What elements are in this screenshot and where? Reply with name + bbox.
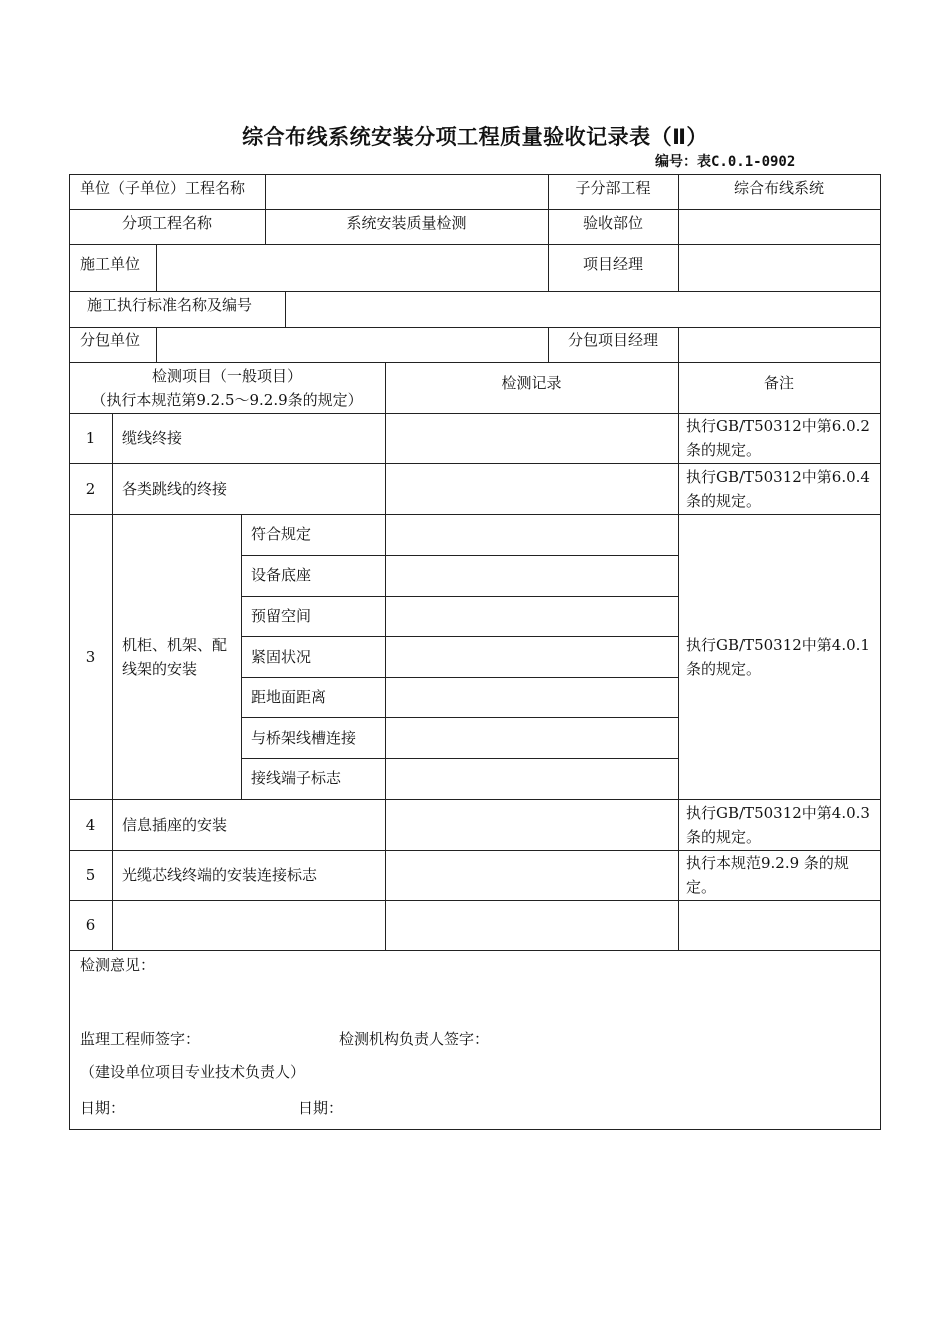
subcontract-manager-label: 分包项目经理 (567, 331, 658, 349)
project-manager-label: 项目经理 (582, 255, 643, 273)
row-divider (69, 362, 881, 363)
row-remark: 执行GB/T50312中第6.0.4条的规定。 (686, 468, 870, 510)
row-number: 3 (85, 648, 96, 666)
date-label: 日期： (298, 1099, 344, 1117)
row-item: 各类跳线的终接 (122, 480, 228, 498)
subrow-divider (241, 717, 678, 718)
acceptance-part-label: 验收部位 (582, 214, 643, 232)
form-code-label: 编号： (655, 154, 697, 170)
subcontract-unit-label: 分包单位 (80, 331, 141, 349)
col-divider (156, 327, 157, 362)
col-divider (385, 362, 386, 950)
col-divider (678, 362, 679, 950)
inspector-signature-label: 检测机构负责人签字： (339, 1030, 490, 1048)
subitem: 接线端子标志 (251, 769, 342, 787)
subitem: 预留空间 (251, 607, 312, 625)
col-header-remark: 备注 (763, 374, 794, 392)
row-remark: 执行GB/T50312中第4.0.1条的规定。 (686, 636, 870, 678)
row-item: 信息插座的安装 (122, 816, 228, 834)
row-divider (69, 291, 881, 292)
row-item: 缆线终接 (122, 429, 183, 447)
col-header-item-note: （执行本规范第9.2.5～9.2.9条的规定） (91, 391, 363, 409)
subrow-divider (241, 636, 678, 637)
subitem: 符合规定 (251, 525, 312, 543)
form-code-value: 表C.0.1-0902 (697, 154, 796, 170)
unit-name-label: 单位（子单位）工程名称 (80, 179, 246, 197)
subrow-divider (241, 596, 678, 597)
subrow-divider (241, 677, 678, 678)
page-title: 综合布线系统安装分项工程质量验收记录表（Ⅱ） (242, 125, 708, 149)
row-divider (69, 463, 881, 464)
owner-representative-label: （建设单位项目专业技术负责人） (80, 1063, 306, 1081)
row-divider (69, 327, 881, 328)
col-divider (156, 244, 157, 291)
subdivision-label: 子分部工程 (575, 179, 651, 197)
opinion-label: 检测意见： (80, 956, 156, 974)
subdivision-value: 综合布线系统 (733, 179, 824, 197)
row-divider (69, 514, 881, 515)
row-divider (69, 950, 881, 951)
subitem: 紧固状况 (251, 648, 312, 666)
row-number: 2 (85, 480, 96, 498)
row-number: 6 (85, 916, 96, 934)
row-number: 1 (85, 429, 96, 447)
subrow-divider (241, 758, 678, 759)
col-header-item: 检测项目（一般项目） (151, 367, 302, 385)
row-divider (69, 209, 881, 210)
col-divider (241, 514, 242, 799)
supervisor-signature-label: 监理工程师签字： (80, 1030, 201, 1048)
row-item: 线架的安装 (122, 660, 198, 678)
date-label: 日期： (80, 1099, 126, 1117)
col-divider (285, 291, 286, 327)
row-divider (69, 799, 881, 800)
item-name-label: 分项工程名称 (121, 214, 212, 232)
row-number: 5 (85, 866, 96, 884)
row-item: 光缆芯线终端的安装连接标志 (122, 866, 318, 884)
construction-unit-label: 施工单位 (80, 255, 141, 273)
row-remark: 执行GB/T50312中第4.0.3条的规定。 (686, 804, 870, 846)
row-remark: 执行本规范9.2.9 条的规定。 (686, 854, 849, 896)
subitem: 与桥架线槽连接 (251, 729, 357, 747)
col-divider (112, 413, 113, 950)
row-number: 4 (85, 816, 96, 834)
col-header-record: 检测记录 (501, 374, 562, 392)
subitem: 距地面距离 (251, 688, 327, 706)
subitem: 设备底座 (251, 566, 312, 584)
subrow-divider (241, 555, 678, 556)
row-remark: 执行GB/T50312中第6.0.2条的规定。 (686, 417, 870, 459)
row-divider (69, 900, 881, 901)
form-code (655, 151, 795, 171)
row-item: 机柜、机架、配 (122, 636, 228, 654)
col-divider (678, 327, 679, 362)
row-divider (69, 244, 881, 245)
standard-label: 施工执行标准名称及编号 (87, 296, 253, 314)
item-name-value: 系统安装质量检测 (346, 214, 467, 232)
